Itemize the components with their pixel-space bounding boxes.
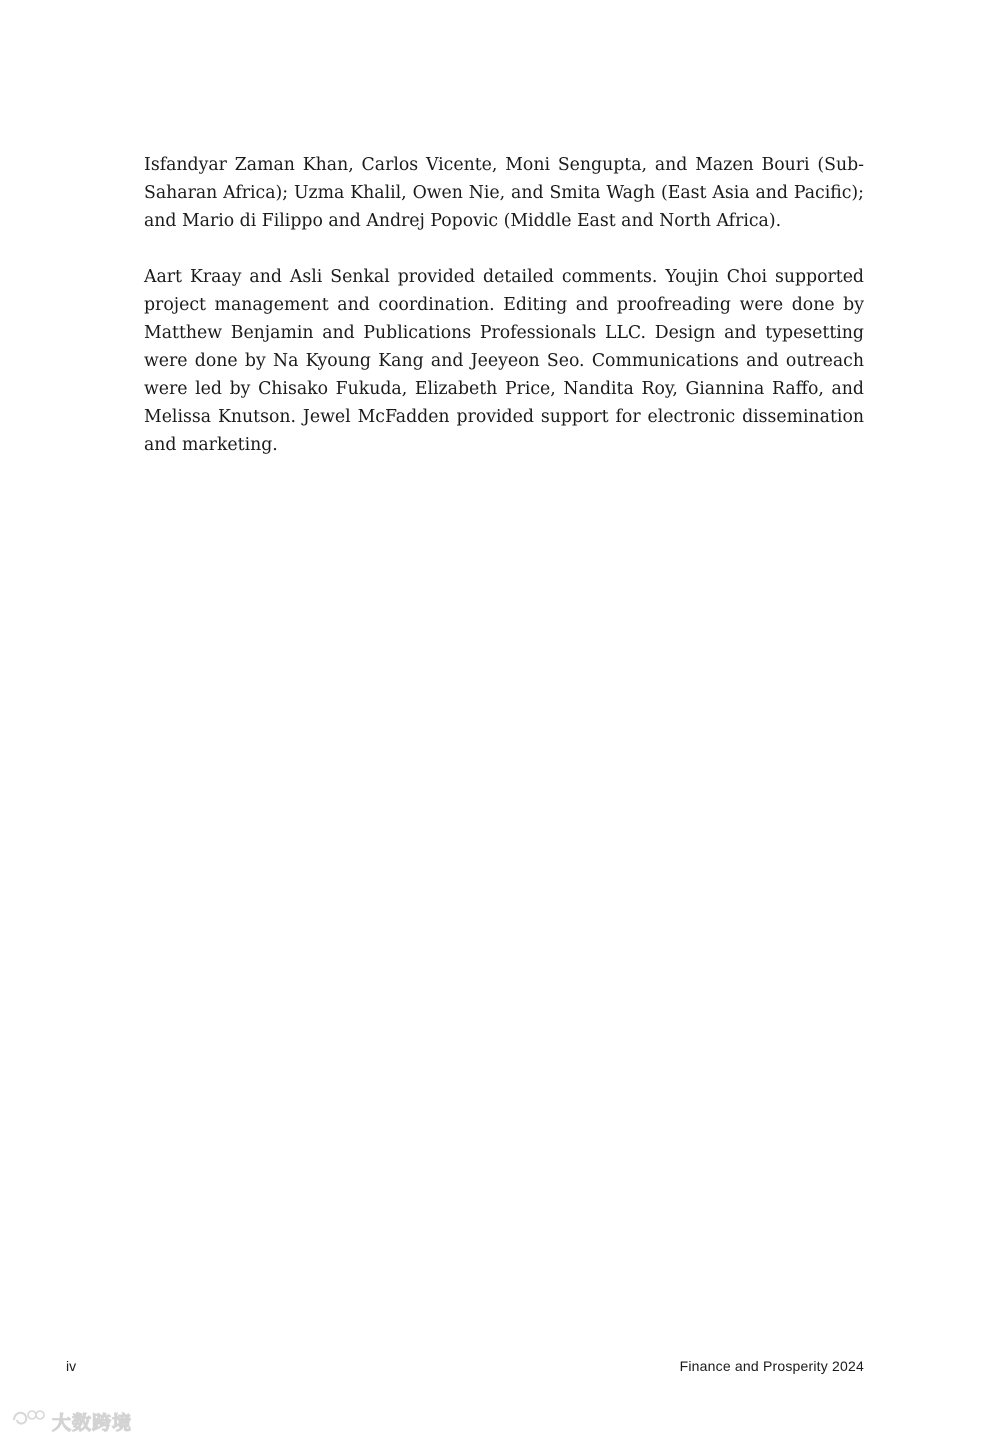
acknowledgments-body bbox=[144, 151, 864, 459]
watermark-text: 大数跨境 bbox=[52, 1412, 133, 1434]
swirl-logo-icon bbox=[8, 1406, 48, 1437]
publication-title: Finance and Prosperity 2024 bbox=[679, 1358, 864, 1374]
paragraph: Isfandyar Zaman Khan, Carlos Vicente, Moni Sengupta, and Mazen Bouri (Sub-Saharan Africa); Uzma Khalil, Owen Nie, and Smita Wagh (East Asia and Pacific); and Mario di Filippo and Andrej Popovic (Middle East and North Africa). bbox=[144, 155, 864, 231]
watermark bbox=[8, 1406, 132, 1437]
page-number: iv bbox=[66, 1358, 77, 1374]
paragraph: Aart Kraay and Asli Senkal provided detailed comments. Youjin Choi supported project management and coordination. Editing and proofreading were done by Matthew Benjamin and Publications Professionals LLC. Design and typesetting were done by Na Kyoung Kang and Jeeyeon Seo. Communications and outreach were led by Chisako Fukuda, Elizabeth Price, Nandita Roy, Giannina Raffo, and Melissa Knutson. Jewel McFadden provided support for electronic dissemination and marketing. bbox=[144, 267, 864, 455]
